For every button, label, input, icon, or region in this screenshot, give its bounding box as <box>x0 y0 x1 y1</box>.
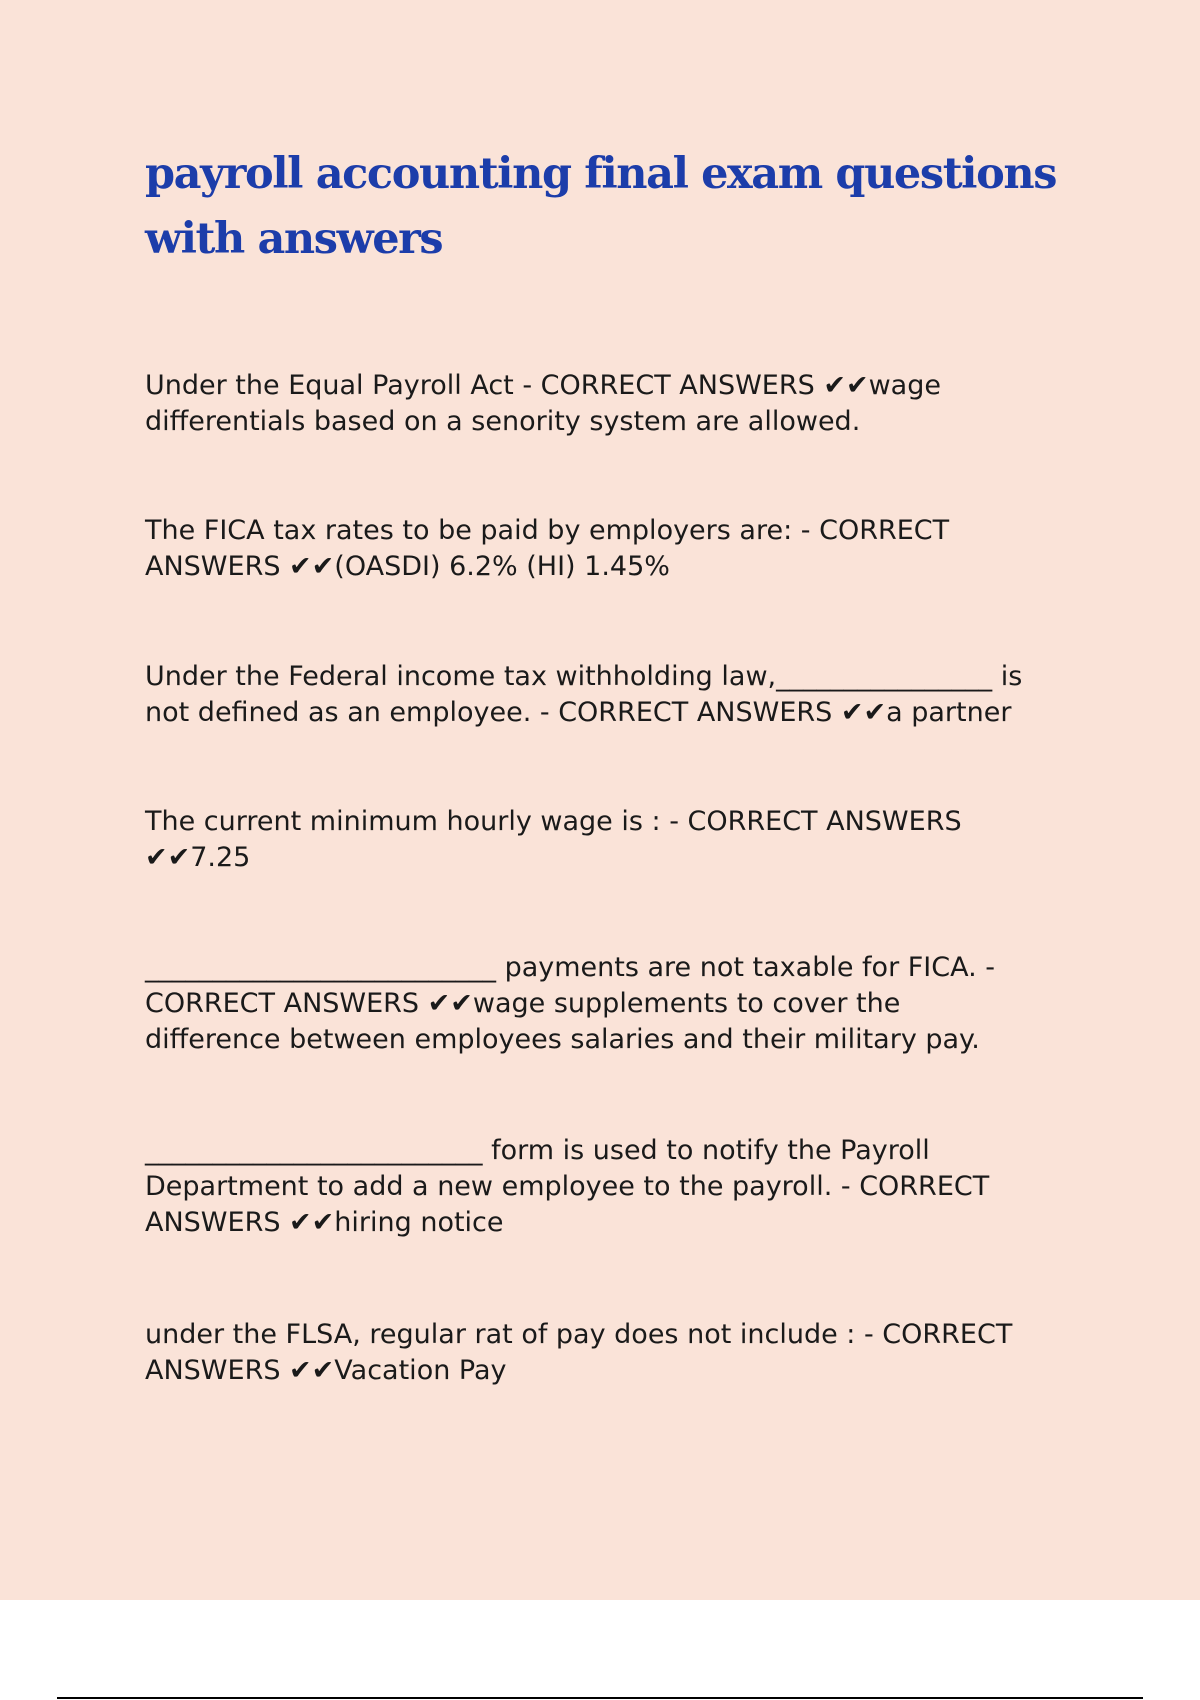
qa-item: The current minimum hourly wage is : - CORRECT ANSWERS ✔✔7.25 <box>145 806 962 873</box>
qa-item: under the FLSA, regular rat of pay does not include : - CORRECT ANSWERS ✔✔Vacation Pay <box>145 1319 1013 1386</box>
qa-item: The FICA tax rates to be paid by employers are: - CORRECT ANSWERS ✔✔(OASDI) 6.2% (HI) 1.45% <box>145 515 950 582</box>
qa-item: _________________________ form is used to notify the Payroll Department to add a new employee to the payroll. - CORRECT ANSWERS ✔✔hiring notice <box>145 1135 990 1238</box>
qa-item: Under the Federal income tax withholding law,________________ is not defined as an employee. - CORRECT ANSWERS ✔✔a partner <box>145 661 1023 728</box>
qa-item: __________________________ payments are not taxable for FICA. - CORRECT ANSWERS ✔✔wage supplements to cover the difference between employees salaries and their military pay. <box>145 952 995 1055</box>
document-title: payroll accounting final exam questions with answers <box>145 149 1057 264</box>
qa-item: Under the Equal Payroll Act - CORRECT ANSWERS ✔✔wage differentials based on a senority system are allowed. <box>145 370 941 437</box>
footer-divider <box>57 1697 1143 1699</box>
